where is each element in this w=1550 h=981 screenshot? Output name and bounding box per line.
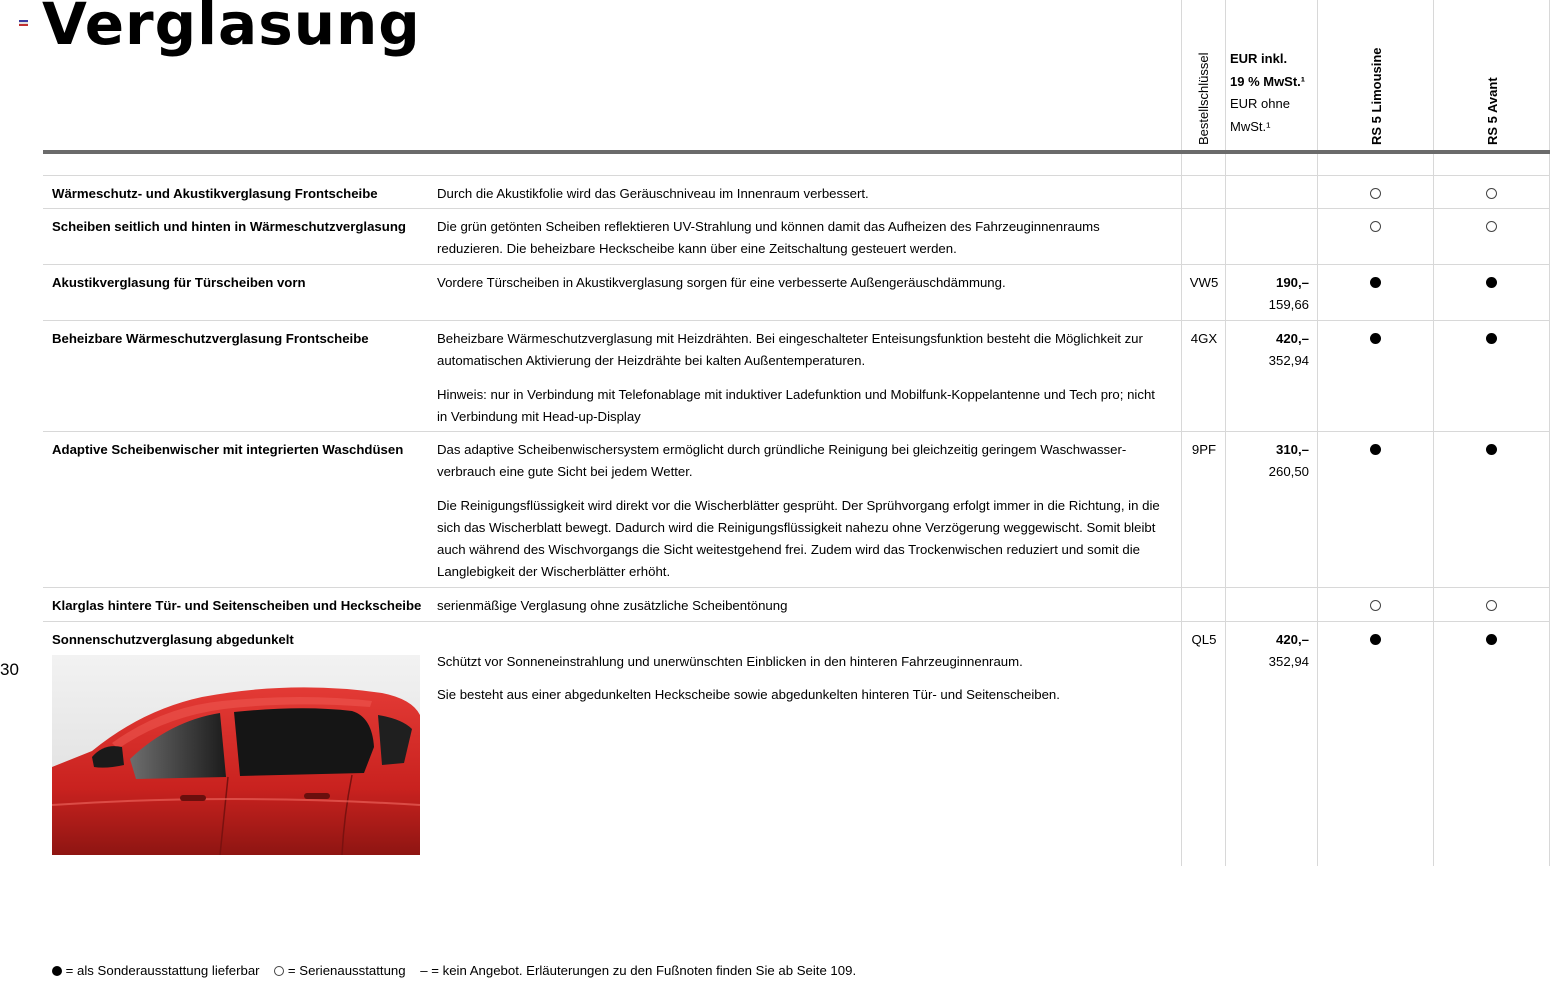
- legend-optional: = als Sonderausstattung lieferbar: [65, 963, 260, 978]
- optional-equipment-icon: [1486, 634, 1497, 645]
- header-price-incl-2: 19 % MwSt.¹: [1230, 73, 1306, 89]
- header-model-avant: RS 5 Avant: [1485, 77, 1500, 145]
- table-row: [43, 176, 1550, 209]
- optional-equipment-icon: [1486, 277, 1497, 288]
- price: [1229, 629, 1309, 674]
- order-code: 9PF: [1191, 442, 1217, 457]
- order-code: 4GX: [1190, 331, 1218, 346]
- feature-name: Scheiben seitlich und hinten in Wärmeschutzverglasung: [52, 219, 406, 234]
- table-row: [43, 432, 1550, 588]
- legend: [52, 963, 856, 978]
- table-row: [43, 265, 1550, 321]
- header-price-excl-2: MwSt.¹: [1230, 118, 1271, 134]
- table-row: [43, 209, 1550, 265]
- price-excl-vat: 352,94: [1268, 654, 1309, 670]
- standard-equipment-icon: [1486, 188, 1497, 199]
- price: [1229, 328, 1309, 373]
- price-incl-vat: 420,–: [1275, 331, 1309, 346]
- feature-name: Beheizbare Wärmeschutzverglasung Frontscheibe: [52, 331, 369, 346]
- order-code: QL5: [1191, 632, 1217, 647]
- optional-equipment-icon: [1370, 444, 1381, 455]
- price: [1229, 272, 1309, 317]
- standard-equipment-icon: [1486, 221, 1497, 232]
- feature-description: Beheizbare Wärmeschutzverglasung mit Heizdrähten. Bei eingeschalteter Enteisungsfunktion besteht die Möglichkeit zur automatischen Aktivierung der Heizdrähte bei kalten Außentemperaturen. Hinweis: nur in Verbindung mit Telefonablage mit induktiver Ladefunktion und Mobilfunk-Koppelantenne und Tech pro; nicht in Verbindung mit Head-up-Display: [437, 331, 1155, 424]
- price-excl-vat: 159,66: [1268, 297, 1309, 313]
- feature-name: Akustikverglasung für Türscheiben vorn: [52, 275, 306, 290]
- feature-name: Sonnenschutzverglasung abgedunkelt: [52, 632, 294, 647]
- page-number: 30: [0, 660, 19, 679]
- table-row: [43, 588, 1550, 622]
- optional-equipment-icon: [1486, 444, 1497, 455]
- header-price: [1230, 48, 1305, 138]
- standard-equipment-icon: [1370, 221, 1381, 232]
- optional-equipment-icon: [1486, 333, 1497, 344]
- feature-description: Vordere Türscheiben in Akustikverglasung sorgen für eine verbesserte Außengeräuschdämmung.: [437, 275, 1006, 290]
- standard-equipment-icon: [1370, 600, 1381, 611]
- feature-description: Durch die Akustikfolie wird das Geräuschniveau im Innenraum verbessert.: [437, 186, 869, 201]
- feature-name: Klarglas hintere Tür- und Seitenscheiben und Heckscheibe: [52, 598, 422, 613]
- price-excl-vat: 352,94: [1268, 353, 1309, 369]
- feature-name: Adaptive Scheibenwischer mit integrierten Waschdüsen: [52, 442, 404, 457]
- header-model-limousine: RS 5 Limousine: [1369, 47, 1384, 145]
- table-row: [43, 321, 1550, 432]
- price-incl-vat: 190,–: [1275, 275, 1309, 290]
- optional-equipment-icon: [1370, 333, 1381, 344]
- page-title: Verglasung: [42, 0, 421, 58]
- price-incl-vat: 310,–: [1275, 442, 1309, 457]
- header-price-incl-1: EUR inkl.: [1230, 51, 1288, 66]
- optional-legend-icon: [52, 966, 62, 976]
- feature-description: Die grün getönten Scheiben reflektieren UV-Strahlung und können damit das Aufheizen des Fahrzeuginnenraums reduzieren. Die beheizbare Heckscheibe kann über eine Zeitschaltung gesteuert werden.: [437, 219, 1100, 257]
- price: [1229, 439, 1309, 484]
- legend-standard: = Serienausstattung: [287, 963, 406, 978]
- feature-description: serienmäßige Verglasung ohne zusätzliche Scheibentönung: [437, 598, 788, 613]
- standard-equipment-icon: [1370, 188, 1381, 199]
- header-price-excl-1: EUR ohne: [1230, 96, 1290, 111]
- legend-none: – = kein Angebot. Erläuterungen zu den Fußnoten finden Sie ab Seite 109.: [420, 963, 857, 978]
- header-order-key: Bestellschlüssel: [1196, 52, 1211, 145]
- price-excl-vat: 260,50: [1268, 464, 1309, 480]
- car-side-image: [52, 655, 420, 855]
- order-code: VW5: [1189, 275, 1219, 290]
- optional-equipment-icon: [1370, 634, 1381, 645]
- header-rule: [43, 150, 1550, 154]
- feature-description: Schützt vor Sonneneinstrahlung und unerwünschten Einblicken in den hinteren Fahrzeuginnenraum. Sie besteht aus einer abgedunkelten Heckscheibe sowie abgedunkelten hinteren Tür- und Seitenscheiben.: [437, 654, 1060, 703]
- price-incl-vat: 420,–: [1275, 632, 1309, 647]
- feature-description: Das adaptive Scheibenwischersystem ermöglicht durch gründliche Reinigung bei gleichzeitig geringem Waschwasserverbrauch eine gute Sicht bei jedem Wetter. Die Reinigungsflüssigkeit wird direkt vor die Wischerblätter gesprüht. Der Sprühvorgang erfolgt immer in die Richtung, in die sich das Wischerblatt bewegt. Dadurch wird die Reinigungsflüssigkeit nahezu ohne Verzögerung weggewischt. Somit bleibt auch während des Wischvorgangs die Sicht weitestgehend frei. Zudem wird das Trockenwischen reduziert und somit die Langlebigkeit der Wischerblätter erhöht.: [437, 442, 1160, 580]
- feature-name: Wärmeschutz- und Akustikverglasung Frontscheibe: [52, 186, 378, 201]
- standard-legend-icon: [274, 966, 284, 976]
- standard-equipment-icon: [1486, 600, 1497, 611]
- optional-equipment-icon: [1370, 277, 1381, 288]
- language-flag-icon: [19, 20, 28, 26]
